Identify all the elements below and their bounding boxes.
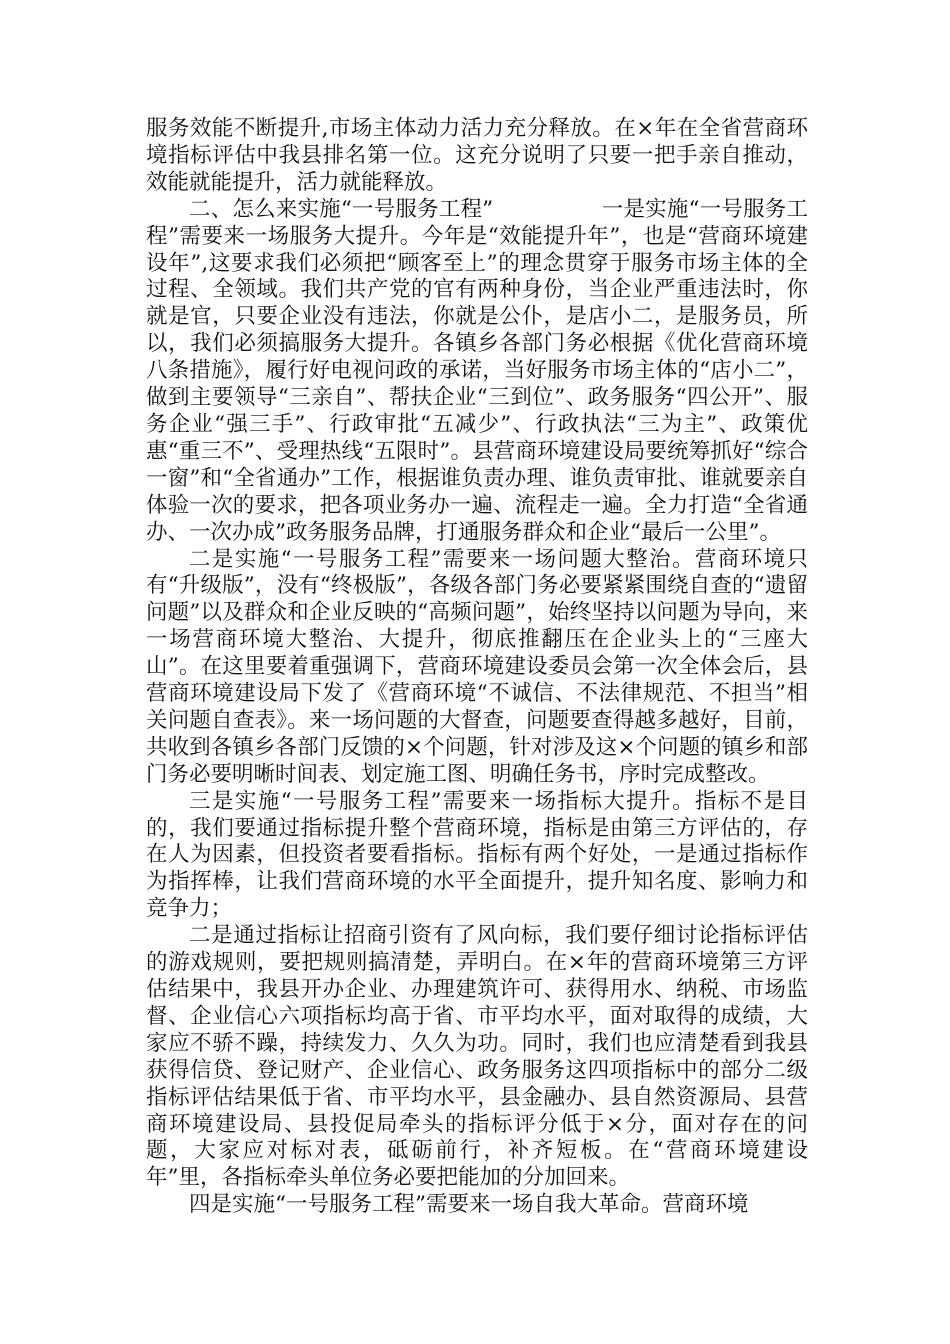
paragraph-investment-indicators: 二是通过指标让招商引资有了风向标，我们要仔细讨论指标评估的游戏规则，要把规则搞清楚，弄明白。在×年的营商环境第三方评估结果中，我县开办企业、办理建筑许可、获得用水、纳税、市场监督、企业信心六项指标均高于省、市平均水平，面对取得的成绩，大家应不骄不躁，持续发力、久久为功。同时，我们也应清楚看到我县获得信贷、登记财产、企业信心、政务服务这四项指标中的部分二级指标评估结果低于省、市平均水平，县金融办、县自然资源局、县营商环境建设局、县投促局牵头的指标评分低于×分，面对存在的问题，大家应对标对表，砥砺前行，补齐短板。在“营商环境建设年”里，各指标牵头单位务必要把能加的分加回来。 [146, 923, 808, 1191]
paragraph-continuation: 服务效能不断提升,市场主体动力活力充分释放。在×年在全省营商环境指标评估中我县排名第一位。这充分说明了只要一把手亲自推动，效能就能提升，活力就能释放。 [146, 116, 808, 195]
document-body [146, 116, 808, 1219]
paragraph-problem-rectification: 二是实施“一号服务工程”需要来一场问题大整治。营商环境只有“升级版”，没有“终极版”，各级各部门务必要紧紧围绕自查的“遗留问题”以及群众和企业反映的“高频问题”，始终坚持以问题为导向，来一场营商环境大整治、大提升，彻底推翻压在企业头上的“三座大山”。在这里要着重强调下，营商环境建设委员会第一次全体会后，县营商环境建设局下发了《营商环境“不诚信、不法律规范、不担当”相关问题自查表》。来一场问题的大督查，问题要查得越多越好，目前，共收到各镇乡各部门反馈的×个问题，针对涉及这×个问题的镇乡和部门务必要明晰时间表、划定施工图、明确任务书，序时完成整改。 [146, 546, 808, 787]
paragraph-section-two: 二、怎么来实施“一号服务工程” 一是实施“一号服务工程”需要来一场服务大提升。今年是“效能提升年”，也是“营商环境建设年”,这要求我们必须把“顾客至上”的理念贯穿于服务市场主体的全过程、全领域。我们共产党的官有两种身份，当企业严重违法时，你就是官，只要企业没有违法，你就是公仆，是店小二，是服务员，所以，我们必须搞服务大提升。各镇乡各部门务必根据《优化营商环境八条措施》，履行好电视问政的承诺，当好服务市场主体的“店小二”，做到主要领导“三亲自”、帮扶企业“三到位”、政务服务“四公开”、服务企业“强三手”、行政审批“五减少”、行政执法“三为主”、政策优惠“重三不”、受理热线“五限时”。县营商环境建设局要统筹抓好“综合一窗”和“全省通办”工作，根据谁负责办理、谁负责审批、谁就要亲自体验一次的要求，把各项业务办一遍、流程走一遍。全力打造“全省通办、一次办成”政务服务品牌，打通服务群众和企业“最后一公里”。 [146, 196, 808, 545]
paragraph-indicator-improvement: 三是实施“一号服务工程”需要来一场指标大提升。指标不是目的，我们要通过指标提升整个营商环境，指标是由第三方评估的，存在人为因素，但投资者要看指标。指标有两个好处，一是通过指标作为指挥棒，让我们营商环境的水平全面提升，提升知名度、影响力和竞争力； [146, 788, 808, 922]
paragraph-self-revolution: 四是实施“一号服务工程”需要来一场自我大革命。营商环境 [189, 1192, 749, 1218]
